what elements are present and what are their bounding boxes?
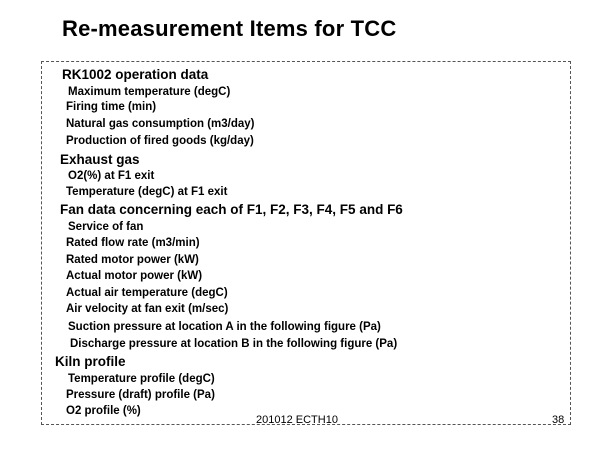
list-item: Service of fan (68, 221, 144, 233)
page-number: 38 (552, 414, 565, 426)
list-item: Production of fired goods (kg/day) (66, 135, 254, 147)
list-item: O2(%) at F1 exit (68, 170, 155, 182)
slide-title: Re-measurement Items for TCC (62, 16, 397, 41)
list-item: Firing time (min) (66, 101, 157, 113)
list-item: O2 profile (%) (66, 405, 141, 417)
list-item: Suction pressure at location A in the following figure (Pa) (68, 321, 381, 333)
list-item: Natural gas consumption (m3/day) (66, 118, 255, 130)
list-item: Actual air temperature (degC) (66, 287, 228, 299)
list-item: Actual motor power (kW) (66, 270, 203, 282)
section-heading-kiln-profile: Kiln profile (55, 354, 126, 369)
list-item: Rated motor power (kW) (66, 254, 199, 266)
section-heading-fan-data: Fan data concerning each of F1, F2, F3, F4, F5 and F6 (60, 202, 403, 217)
list-item: Maximum temperature (degC) (68, 86, 231, 98)
list-item: Temperature (degC) at F1 exit (66, 186, 228, 198)
list-item: Air velocity at fan exit (m/sec) (66, 303, 229, 315)
list-item: Rated flow rate (m3/min) (66, 237, 200, 249)
section-heading-exhaust-gas: Exhaust gas (60, 152, 140, 167)
list-item: Temperature profile (degC) (68, 373, 215, 385)
section-heading-rk1002: RK1002 operation data (62, 67, 209, 82)
footer-text: 201012 ECTH10 (256, 414, 338, 426)
list-item: Pressure (draft) profile (Pa) (66, 389, 215, 401)
list-item: Discharge pressure at location B in the following figure (Pa) (70, 338, 398, 350)
